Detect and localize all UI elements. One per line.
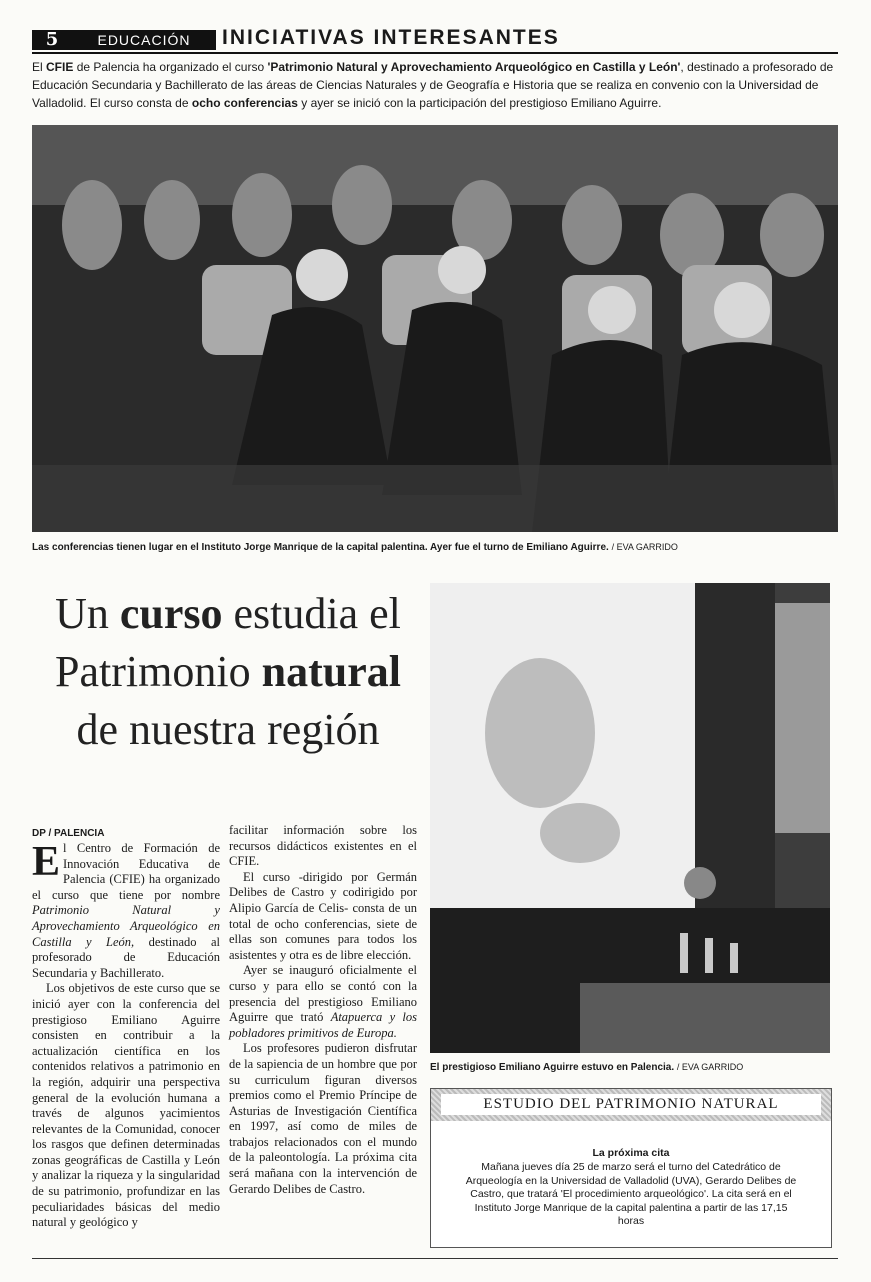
article-paragraph: facilitar información sobre los recursos didácticos existentes en el CFIE. [229,823,417,869]
drop-cap: E [32,839,61,885]
article-column-1 [32,841,220,1231]
caption-text: Las conferencias tienen lugar en el Instituto Jorge Manrique de la capital palentina. Ayer fue el turno de Emiliano Aguirre. [32,542,609,553]
article-paragraph: Los objetivos de este curso que se inició ayer con la conferencia del prestigioso Emiliano Aguirre consisten en contribuir a la actualización científica en los contenidos relativos a patrimonio en la región, adquirir una perspectiva general de la evolución humana a través de algunos yacimientos relevantes de la Comunidad, conocer los rasgos que definen determinadas zonas geográficas de Castilla y León y analizar la riqueza y la singularidad de su patrimonio, profundizar en las peculiaridades básicas del medio natural y geológico y [32,981,220,1230]
paragraph-run: destinado al profesorado de Educación Secundaria y Bachillerato. [32,934,220,980]
intro-run: , destinado a profesorado de Educación Secundaria y Bachillerato de las áreas de Ciencias Naturales y de Geografía e Historia que se realiza en convenio con la Universidad de Valladolid. El curso consta de [32,60,834,110]
lecture-photo [430,583,830,1053]
section-label: EDUCACIÓN [72,30,216,50]
headline-run: Un [55,589,120,638]
audience-photo-image [32,125,838,532]
intro-bold: CFIE [46,60,74,74]
lecture-photo-image [430,583,830,1053]
article-paragraph [32,841,220,981]
intro-run: de Palencia ha organizado el curso [73,60,268,74]
course-title-italic: Patrimonio Natural y Aprovechamiento Arqueológico en Castilla y León, [32,903,220,949]
article-paragraph [229,963,417,1041]
headline-run: de nuestra región [76,705,380,754]
audience-photo-caption [32,542,678,553]
lecture-title-italic: Atapuerca y los pobladores primitivos de Europa. [229,1010,417,1040]
section-header [32,26,838,54]
headline-bold: curso [119,589,223,638]
headline [38,585,418,759]
article-paragraph: Los profesores pudieron disfrutar de la sapiencia de un hombre que por su curriculum figuran diversos premios como el Premio Príncipe de Asturias de Investigación Científica en 1997, así como de miles de trabajos relacionados con el mundo de la paleontología. La próxima cita será mañana con la intervención de Gerardo Delibes de Castro. [229,1041,417,1196]
lecture-photo-caption [430,1062,743,1073]
box-title: ESTUDIO DEL PATRIMONIO NATURAL [441,1094,821,1115]
footer-rule [32,1258,838,1259]
photo-credit: / EVA GARRIDO [611,542,678,552]
audience-photo [32,125,838,532]
intro-bold: 'Patrimonio Natural y Aprovechamiento Arqueológico en Castilla y León' [267,60,681,74]
section-number: 5 [32,30,72,50]
headline-run: estudia el Patrimonio [55,589,401,696]
headline-bold: natural [261,647,401,696]
paragraph-run: Ayer se inauguró oficialmente el curso y para ello se contó con la presencia del prestigioso Emiliano Aguirre que trató [229,963,417,1025]
caption-text: El prestigioso Emiliano Aguirre estuvo en Palencia. [430,1062,675,1073]
photo-credit: / EVA GARRIDO [676,1062,744,1072]
paragraph-run: l Centro de Formación de Innovación Educativa de Palencia (CFIE) ha organizado el curso que tiene por nombre [32,841,220,902]
section-title: INICIATIVAS INTERESANTES [222,26,560,49]
byline: DP / PALENCIA [32,828,105,839]
intro-run: y ayer se inició con la participación del prestigioso Emiliano Aguirre. [297,96,662,110]
box-text: Mañana jueves día 25 de marzo será el turno del Catedrático de Arqueología en la Universidad de Valladolid (UVA), Gerardo Delibes de Castro, que tratará 'El procedimiento arqueológico'. La cita será en el Instituto Jorge Manrique de la capital palentina a partir de las 17,15 horas [465,1161,797,1227]
intro-text [32,58,838,112]
article-column-2 [229,823,417,1197]
box-subtitle: La próxima cita [592,1147,670,1159]
intro-bold: ocho conferencias [191,96,298,110]
article-paragraph: El curso -dirigido por Germán Delibes de Castro y codirigido por Alipio García de Celis- consta de un total de ocho conferencias, siete de ellas son comunes para todos los asistentes y otra es de libre elección. [229,869,417,962]
intro-run: El [32,60,47,74]
info-box [430,1088,832,1248]
